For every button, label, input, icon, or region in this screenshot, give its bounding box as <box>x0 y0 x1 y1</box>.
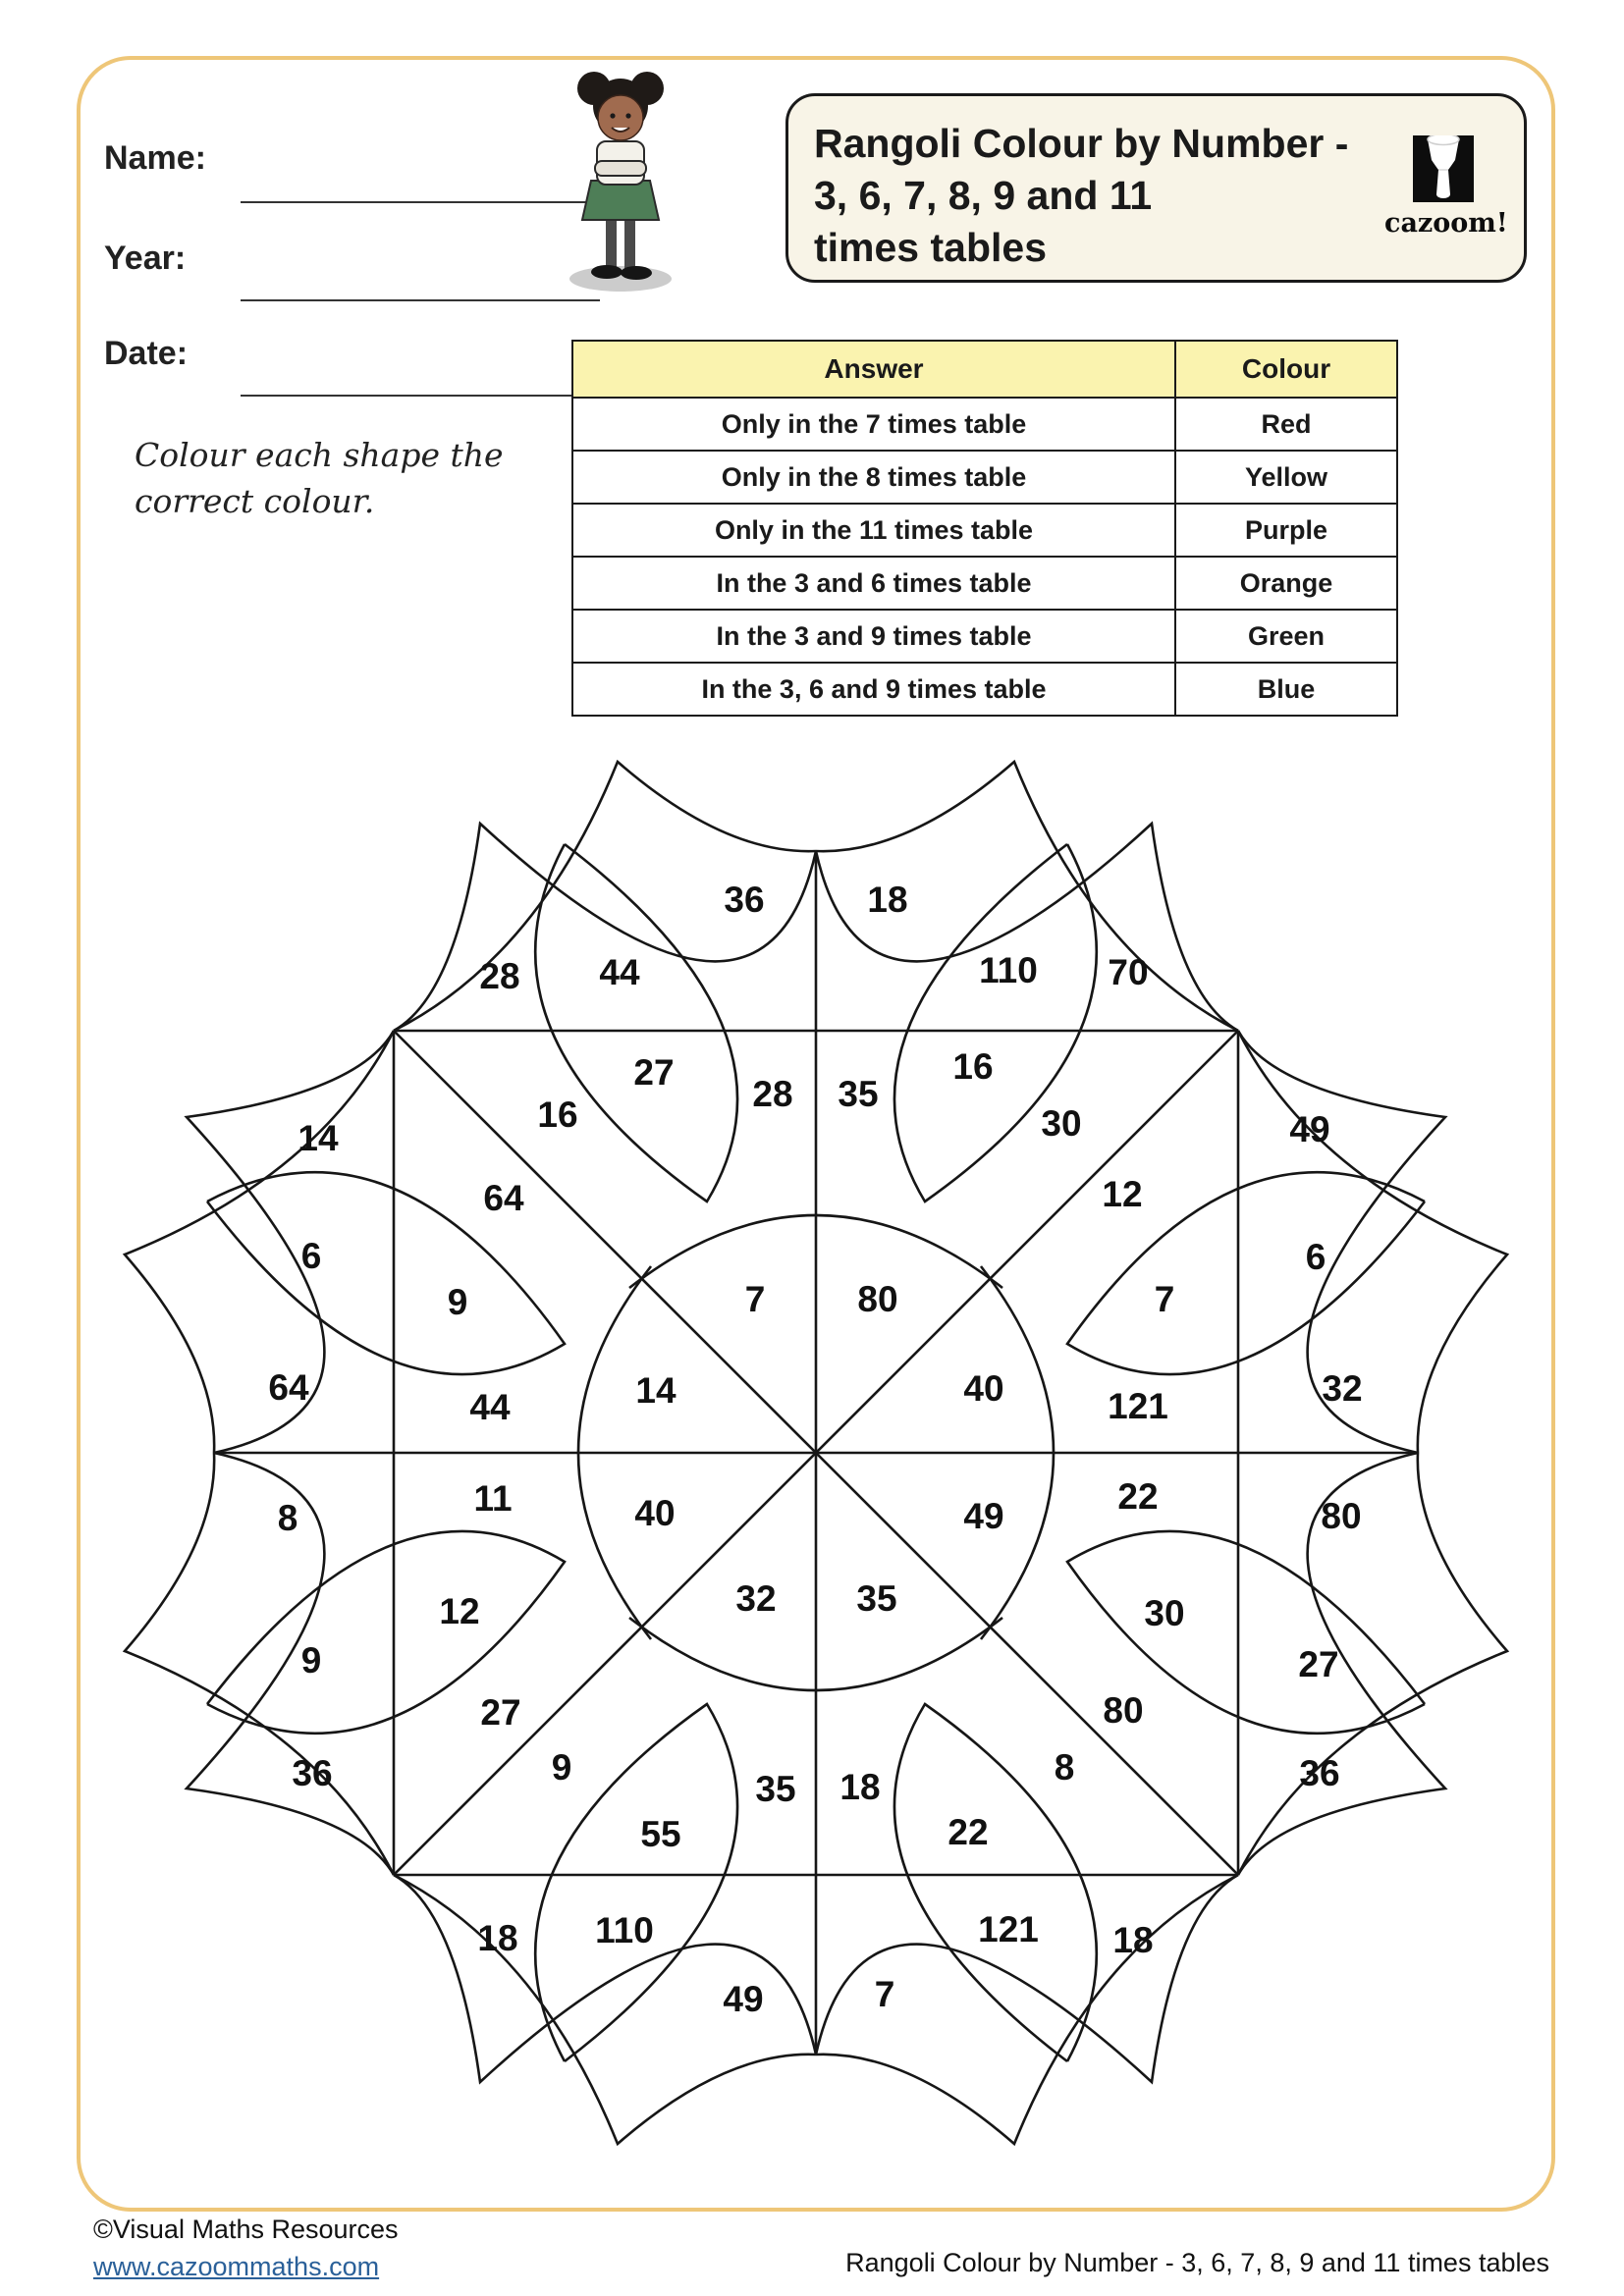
copyright-text: ©Visual Maths Resources <box>93 2215 399 2244</box>
rangoli-number: 18 <box>867 879 908 920</box>
rangoli-number: 8 <box>1054 1746 1075 1788</box>
rangoli-number: 28 <box>752 1073 793 1114</box>
rangoli-number: 27 <box>480 1691 521 1733</box>
answer-cell: In the 3, 6 and 9 times table <box>572 663 1175 716</box>
answer-column-header: Answer <box>572 341 1175 398</box>
answer-cell: Only in the 11 times table <box>572 504 1175 557</box>
cazoom-logo-text: cazoom! <box>1384 208 1508 239</box>
rangoli-number: 44 <box>599 951 640 992</box>
rangoli-number: 14 <box>635 1369 677 1411</box>
rangoli-number: 64 <box>483 1177 524 1218</box>
answer-cell: In the 3 and 9 times table <box>572 610 1175 663</box>
rangoli-number: 121 <box>1108 1385 1168 1426</box>
colour-cell: Yellow <box>1175 451 1397 504</box>
rangoli-number: 35 <box>856 1577 897 1619</box>
rangoli-number: 36 <box>292 1752 333 1793</box>
rangoli-number: 12 <box>439 1590 480 1631</box>
colour-cell: Red <box>1175 398 1397 451</box>
rangoli-number: 35 <box>838 1073 879 1114</box>
worksheet-title: Rangoli Colour by Number - 3, 6, 7, 8, 9 and 11 times tables <box>814 121 1349 270</box>
rangoli-number: 80 <box>1321 1495 1362 1536</box>
rangoli-number: 30 <box>1041 1102 1082 1144</box>
answer-cell: In the 3 and 6 times table <box>572 557 1175 610</box>
answer-cell: Only in the 8 times table <box>572 451 1175 504</box>
rangoli-number: 40 <box>634 1492 676 1533</box>
rangoli-number: 6 <box>300 1235 322 1276</box>
colour-cell: Blue <box>1175 663 1397 716</box>
rangoli-number: 30 <box>1144 1592 1185 1633</box>
date-label: Date: <box>104 335 189 372</box>
rangoli-number: 64 <box>268 1366 309 1408</box>
rangoli-number: 8 <box>277 1497 298 1538</box>
rangoli-number: 18 <box>1112 1919 1154 1960</box>
answer-cell: Only in the 7 times table <box>572 398 1175 451</box>
rangoli-number: 6 <box>1305 1236 1326 1277</box>
rangoli-number: 14 <box>298 1117 339 1158</box>
colour-column-header: Colour <box>1175 341 1397 398</box>
rangoli-number: 7 <box>744 1278 766 1319</box>
rangoli-number: 49 <box>723 1978 764 2019</box>
rangoli-number: 40 <box>963 1367 1004 1409</box>
rangoli-number: 18 <box>839 1766 881 1807</box>
rangoli-number: 11 <box>473 1477 513 1519</box>
instruction-text: Colour each shape the correct colour. <box>135 436 504 520</box>
rangoli-number: 27 <box>633 1051 675 1093</box>
rangoli-number: 49 <box>1289 1108 1330 1149</box>
rangoli-number: 80 <box>1103 1689 1144 1731</box>
rangoli-number: 36 <box>1299 1752 1340 1793</box>
cazoommaths-link[interactable]: www.cazoommaths.com <box>93 2252 380 2281</box>
rangoli-number: 22 <box>947 1811 989 1852</box>
rangoli-number: 55 <box>640 1813 681 1854</box>
colour-cell: Purple <box>1175 504 1397 557</box>
name-label: Name: <box>104 139 206 177</box>
rangoli-number: 36 <box>724 879 765 920</box>
rangoli-number: 80 <box>857 1278 898 1319</box>
year-label: Year: <box>104 240 187 277</box>
rangoli-number: 121 <box>978 1908 1039 1949</box>
rangoli-number: 70 <box>1108 951 1149 992</box>
rangoli-number: 110 <box>595 1909 654 1950</box>
rangoli-number: 16 <box>537 1094 578 1135</box>
rangoli-number: 7 <box>874 1973 895 2014</box>
rangoli-number: 35 <box>755 1768 796 1809</box>
rangoli-number: 44 <box>469 1386 511 1427</box>
colour-cell: Green <box>1175 610 1397 663</box>
rangoli-number: 9 <box>551 1746 572 1788</box>
rangoli-number: 32 <box>735 1577 777 1619</box>
rangoli-number: 7 <box>1154 1278 1175 1319</box>
rangoli-number: 28 <box>479 955 520 996</box>
rangoli-number: 16 <box>952 1045 994 1087</box>
rangoli-number: 9 <box>447 1281 468 1322</box>
rangoli-number: 49 <box>963 1495 1004 1536</box>
rangoli-number: 110 <box>979 949 1038 990</box>
footer-worksheet-title: Rangoli Colour by Number - 3, 6, 7, 8, 9 and 11 times tables <box>845 2248 1549 2277</box>
rangoli-number: 12 <box>1102 1173 1143 1214</box>
rangoli-number: 32 <box>1322 1367 1363 1409</box>
rangoli-number: 27 <box>1298 1643 1339 1684</box>
rangoli-number: 18 <box>477 1917 518 1958</box>
rangoli-number: 9 <box>300 1639 322 1681</box>
rangoli-number: 22 <box>1117 1475 1159 1517</box>
colour-cell: Orange <box>1175 557 1397 610</box>
